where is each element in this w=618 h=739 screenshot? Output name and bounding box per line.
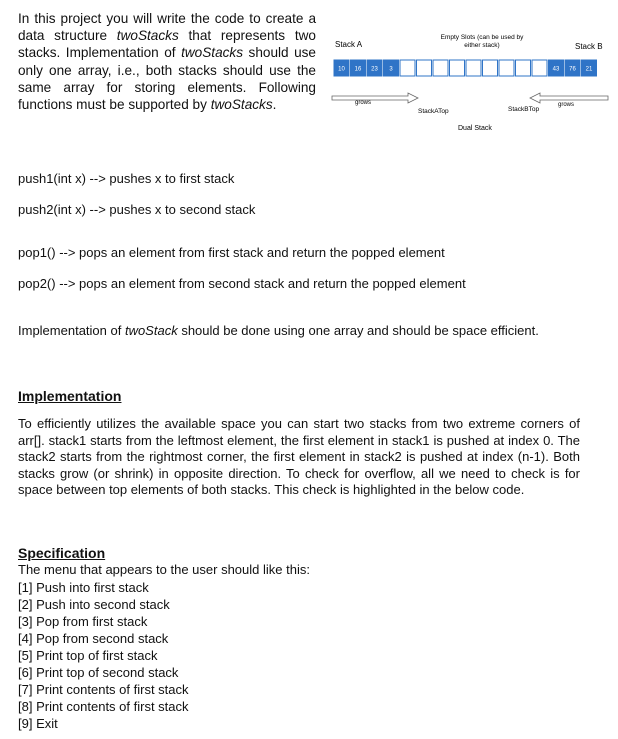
cell-value: 21 [585,66,593,73]
empty-cell [417,60,432,76]
empty-cell [483,60,498,76]
menu-item: [4] Pop from second stack [18,631,169,646]
menu-item: [7] Print contents of first stack [18,682,189,697]
grows-right-label: grows [558,102,575,108]
empty-slots-label: Empty Slots (can be used by [440,34,524,41]
menu-item: [6] Print top of second stack [18,665,179,680]
cell-value: 76 [569,66,576,73]
cell-value: 3 [389,66,393,73]
cell-value: 43 [552,66,560,73]
note-text-1: Implementation of [18,323,125,338]
cell-value: 10 [338,66,345,73]
grows-left-label: grows [355,100,372,106]
diagram-caption: Dual Stack [458,125,492,132]
class-name-emphasis: twoStacks [181,45,244,61]
specification-intro: The menu that appears to the user should like this: [18,562,310,577]
cell-value: 16 [354,66,362,73]
intro-text-1: In this project you will write the code to create a data structure [18,11,316,44]
stack-a-top-label: StackATop [418,108,449,115]
implementation-body: To efficiently utilizes the available space you can start two stacks from two extreme corners of arr[]. stack1 starts from the leftmost element, the first element in stack1 is pushed at index 0. The stack2 starts from the rightmost corner, the first element in stack2 is pushed at index (n-1). Both stacks grow (or shrink) in opposite direction. To check for overflow, all we need to check is for space between top elements of both stacks. This check is highlighted in the below code. [18,416,580,498]
pop1-description: pop1() --> pops an element from first stack and return the popped element [18,245,445,260]
menu-item: [5] Print top of first stack [18,648,158,663]
empty-cell [532,60,547,76]
array-cells [334,60,597,76]
menu-item: [1] Push into first stack [18,580,149,595]
specification-heading: Specification [18,545,106,561]
class-name-emphasis: twoStacks [210,97,273,113]
menu-item: [8] Print contents of first stack [18,699,189,714]
empty-cell [450,60,465,76]
intro-paragraph [18,10,316,113]
intro-text-2: that represents two stacks. Implementation of [18,28,316,61]
intro-text-3: should use only one array, i.e., both stacks should use the same array for storing elements. Following functions must be supported by [18,45,316,113]
menu-item: [2] Push into second stack [18,597,170,612]
dual-stack-diagram [330,30,610,140]
class-name-emphasis: twoStacks [116,28,179,44]
pop2-description: pop2() --> pops an element from second stack and return the popped element [18,276,466,291]
note-text-2: should be done using one array and should be space efficient. [177,323,539,338]
menu-list [18,579,189,732]
stack-b-top-label: StackBTop [508,106,540,113]
stack-a-label: Stack A [335,40,363,49]
empty-cell [400,60,415,76]
note-paragraph [18,316,580,345]
intro-text-4: . [272,97,277,113]
push2-description: push2(int x) --> pushes x to second stack [18,202,256,217]
implementation-heading: Implementation [18,388,122,404]
empty-cell [466,60,481,76]
empty-cell [433,60,448,76]
empty-cell [516,60,531,76]
push1-description: push1(int x) --> pushes x to first stack [18,171,235,186]
empty-cell [499,60,514,76]
stack-b-label: Stack B [575,42,603,51]
grows-right-arrow [332,93,418,103]
menu-item: [3] Pop from first stack [18,614,148,629]
menu-item: [9] Exit [18,716,58,731]
cell-value: 23 [371,66,378,73]
empty-slots-label-2: either stack) [464,42,500,49]
class-name-emphasis: twoStack [124,323,178,338]
